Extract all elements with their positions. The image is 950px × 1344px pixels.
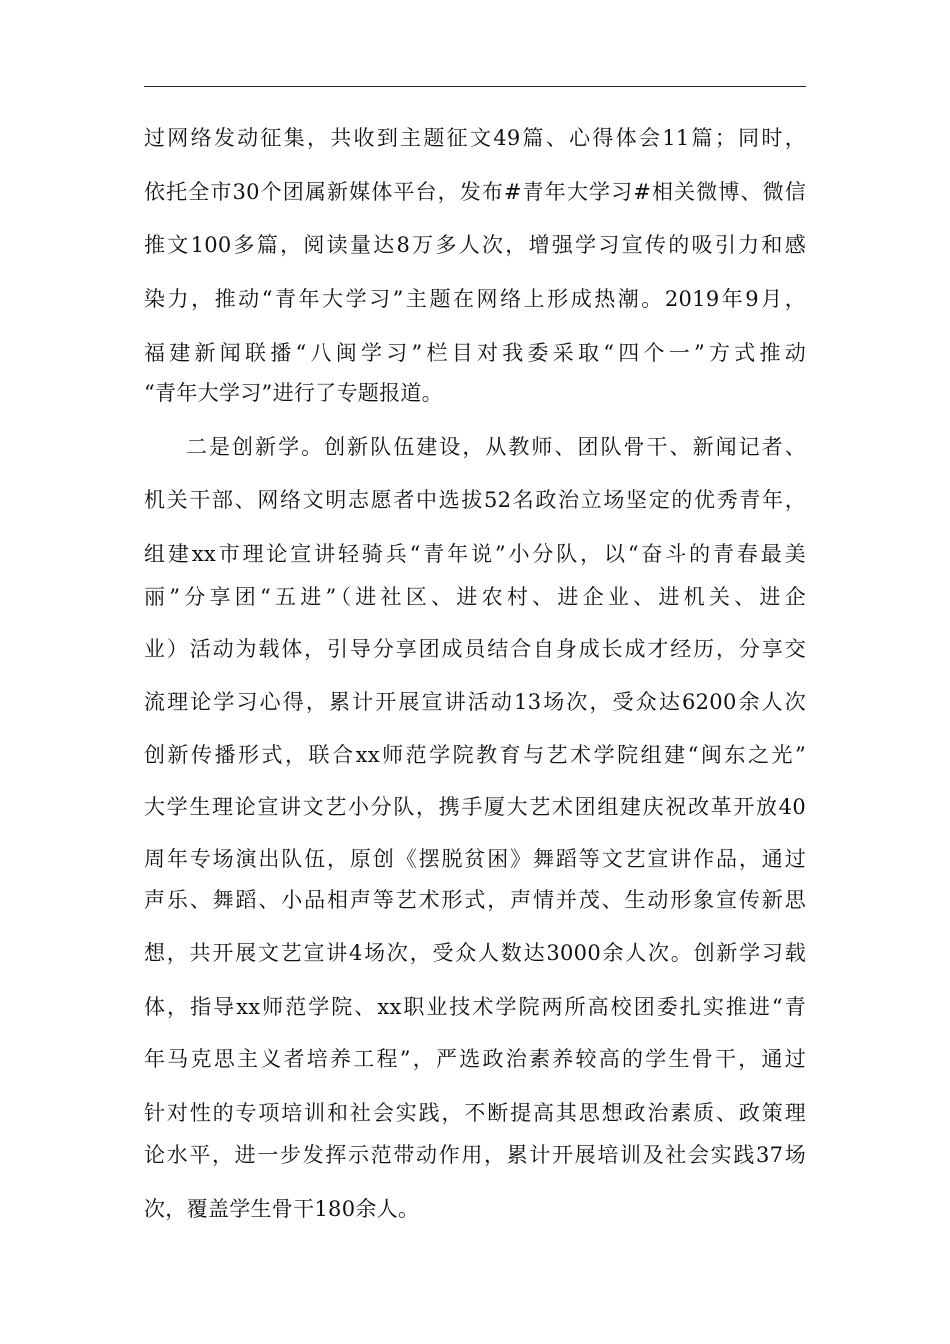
header-rule xyxy=(144,86,806,87)
text-line: 机关干部、网络文明志愿者中选拔52名政治立场坚定的优秀青年， xyxy=(144,488,806,512)
text-line: 年马克思主义者培养工程”，严选政治素养较高的学生骨干，通过 xyxy=(144,1047,806,1071)
text-line: 过网络发动征集，共收到主题征文49篇、心得体会11篇；同时， xyxy=(144,126,806,150)
text-line: 声乐、舞蹈、小品相声等艺术形式，声情并茂、生动形象宣传新思 xyxy=(144,888,806,912)
text-line: 依托全市30个团属新媒体平台，发布#青年大学习#相关微博、微信 xyxy=(144,180,806,204)
text-line: 组建xx市理论宣讲轻骑兵“青年说”小分队，以“奋斗的青春最美 xyxy=(144,542,806,566)
text-line: 论水平，进一步发挥示范带动作用，累计开展培训及社会实践37场 xyxy=(144,1143,806,1167)
text-line: “青年大学习”进行了专题报道。 xyxy=(144,381,443,405)
text-line: 创新传播形式，联合xx师范学院教育与艺术学院组建“闽东之光” xyxy=(144,743,806,767)
text-line: 推文100多篇，阅读量达8万多人次，增强学习宣传的吸引力和感 xyxy=(144,233,806,257)
text-line: 周年专场演出队伍，原创《摆脱贫困》舞蹈等文艺宣讲作品，通过 xyxy=(144,847,806,871)
text-line: 次，覆盖学生骨干180余人。 xyxy=(144,1197,420,1221)
text-line: 染力，推动“青年大学习”主题在网络上形成热潮。2019年9月， xyxy=(144,287,806,311)
text-line: 体，指导xx师范学院、xx职业技术学院两所高校团委扎实推进“青 xyxy=(144,995,806,1019)
text-line: 流理论学习心得，累计开展宣讲活动13场次，受众达6200余人次 xyxy=(144,690,806,714)
text-line: 想，共开展文艺宣讲4场次，受众人数达3000余人次。创新学习载 xyxy=(144,941,806,965)
text-line: 针对性的专项培训和社会实践，不断提高其思想政治素质、政策理 xyxy=(144,1101,806,1125)
text-line: 福建新闻联播“八闽学习”栏目对我委采取“四个一”方式推动 xyxy=(144,341,806,365)
text-line: 大学生理论宣讲文艺小分队，携手厦大艺术团组建庆祝改革开放40 xyxy=(144,795,806,819)
text-line: 业）活动为载体，引导分享团成员结合自身成长成才经历，分享交 xyxy=(144,637,806,661)
text-line: 丽”分享团“五进”（进社区、进农村、进企业、进机关、进企 xyxy=(144,585,806,609)
paragraph-first-line: 二是创新学。创新队伍建设，从教师、团队骨干、新闻记者、 xyxy=(186,435,806,459)
